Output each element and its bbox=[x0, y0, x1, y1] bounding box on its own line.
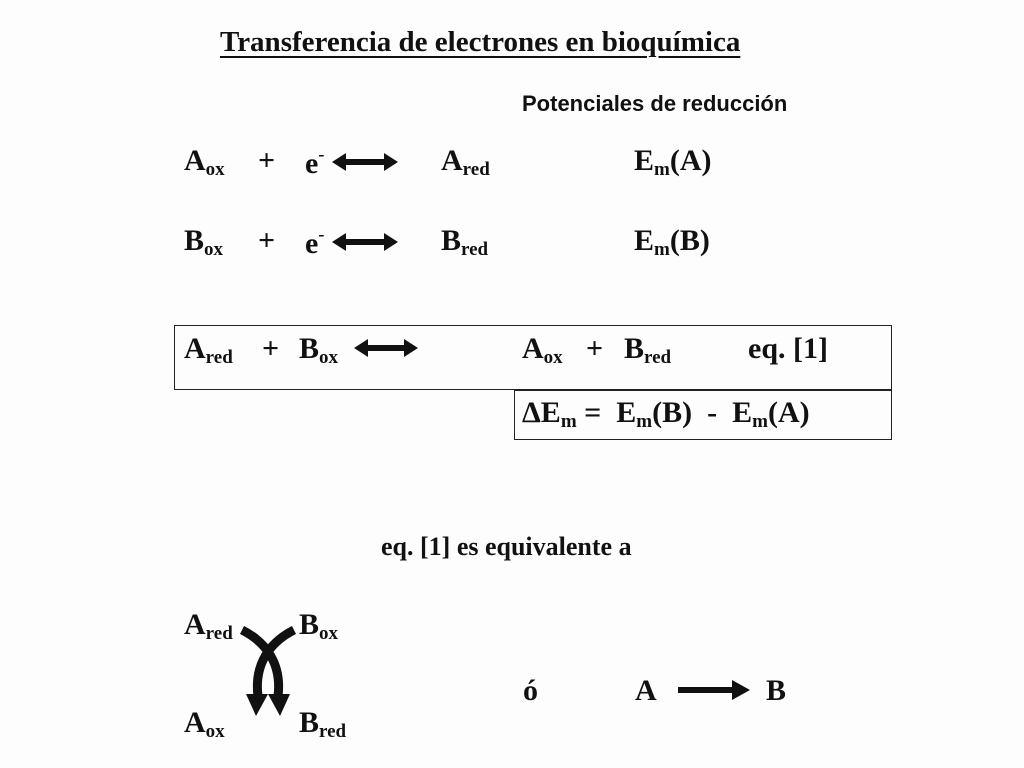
half-reaction-a-electron: e- bbox=[305, 144, 325, 180]
half-reaction-b-plus: + bbox=[258, 224, 276, 257]
cross-a-red: $A_{red}$ bbox=[184, 608, 233, 644]
overall-plus-right: + bbox=[586, 332, 604, 365]
half-reaction-a-reactants: $A_{ox}$ bbox=[184, 144, 225, 180]
cross-a-ox: $A_{ox}$ bbox=[184, 706, 225, 742]
cross-b-ox: $B_{ox}$ bbox=[299, 608, 339, 644]
potential-b: $E_m(B)$ bbox=[634, 224, 710, 260]
equivalence-text: eq. [1] es equivalente a bbox=[381, 532, 632, 561]
overall-reactant-a: $A_{red}$ bbox=[184, 332, 233, 368]
or-word: ó bbox=[523, 674, 538, 707]
overall-product-b: $B_{red}$ bbox=[624, 332, 672, 368]
section-subtitle: Potenciales de reducción bbox=[522, 91, 788, 116]
half-reaction-b-product: $B_{red}$ bbox=[441, 224, 489, 260]
page-title: Transferencia de electrones en bioquímica bbox=[220, 26, 741, 58]
double-arrow-icon bbox=[354, 338, 418, 358]
half-reaction-a-product: $A_{red}$ bbox=[441, 144, 490, 180]
cross-b-red: $B_{red}$ bbox=[299, 706, 347, 742]
right-arrow-icon bbox=[678, 680, 750, 700]
crossed-arrows-icon bbox=[238, 624, 298, 720]
double-arrow-icon bbox=[332, 152, 398, 172]
potential-a: $E_m(A)$ bbox=[634, 144, 712, 180]
equation-label: eq. [1] bbox=[748, 332, 828, 365]
overall-plus-left: + bbox=[262, 332, 280, 365]
overall-product-a: $A_{ox}$ bbox=[522, 332, 563, 368]
simple-from: A bbox=[635, 674, 657, 707]
delta-potential-equation: $\Delta E_m = E_m(B) - E_m(A)$ bbox=[522, 396, 810, 432]
half-reaction-b-reactants: $B_{ox}$ bbox=[184, 224, 224, 260]
overall-reactant-b: $B_{ox}$ bbox=[299, 332, 339, 368]
half-reaction-a-plus: + bbox=[258, 144, 276, 177]
double-arrow-icon bbox=[332, 232, 398, 252]
half-reaction-b-electron: e- bbox=[305, 224, 325, 260]
simple-to: B bbox=[766, 674, 787, 707]
